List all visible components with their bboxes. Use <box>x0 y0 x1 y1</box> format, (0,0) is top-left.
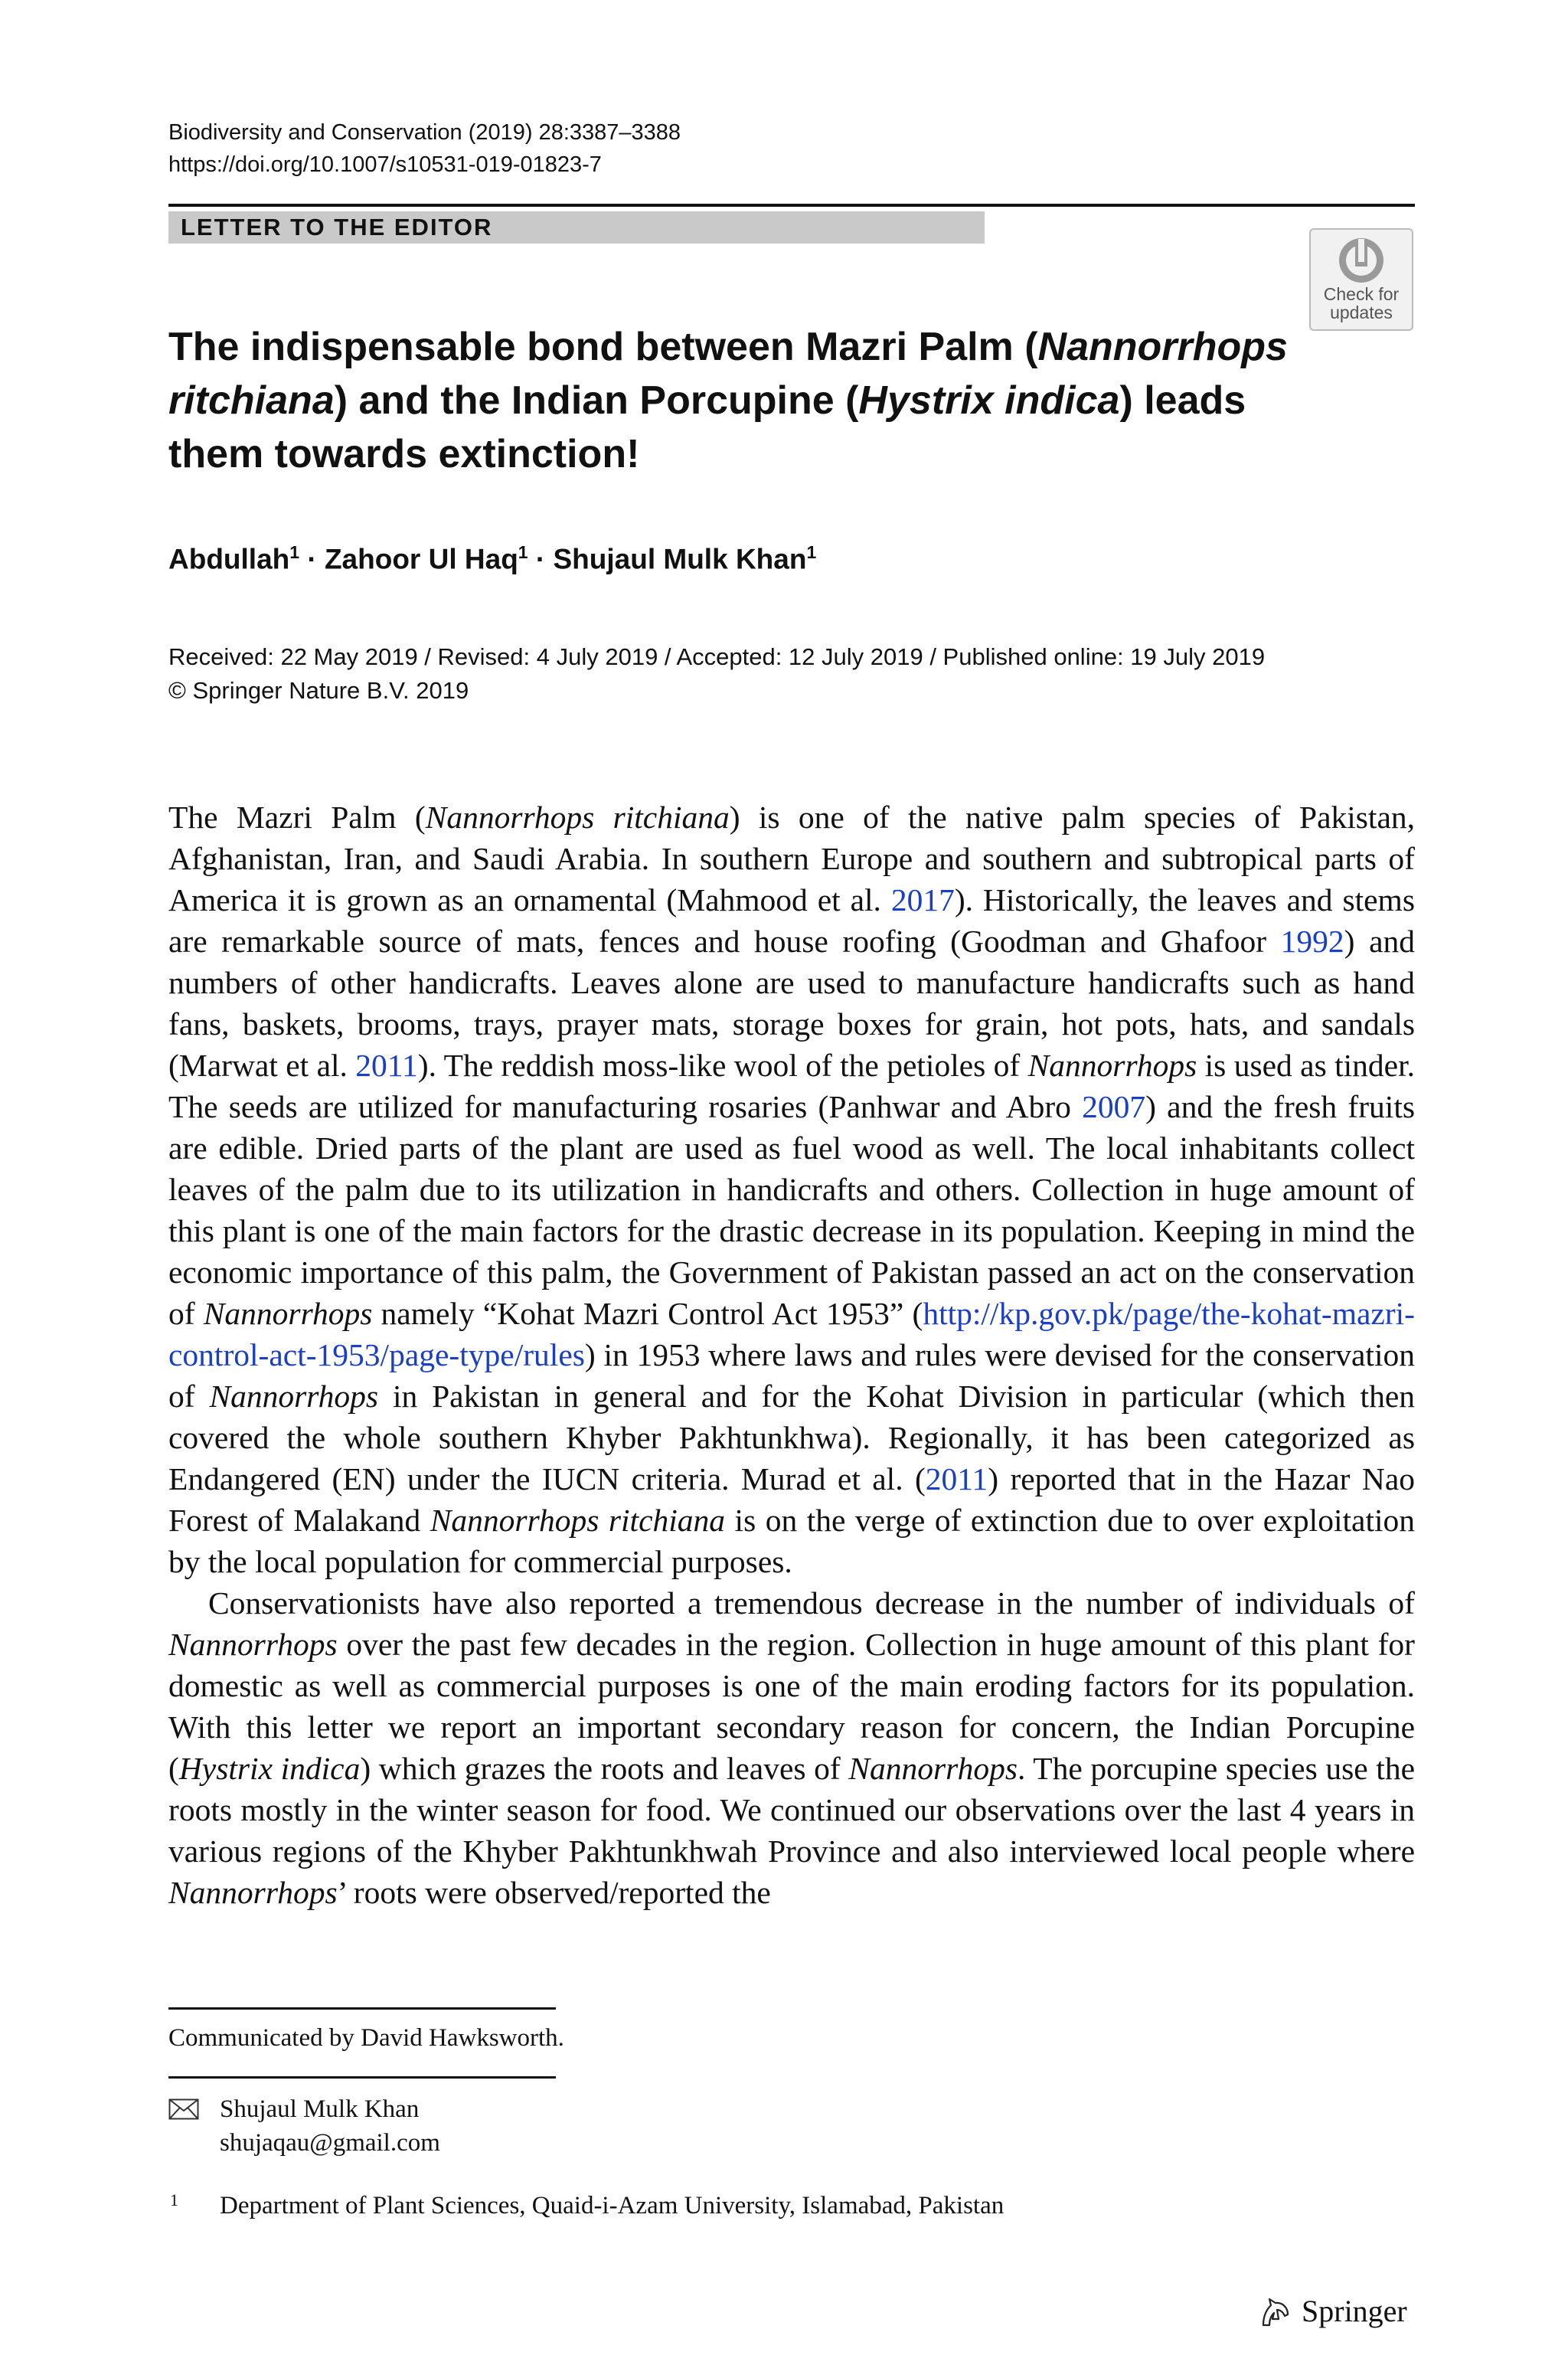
citation-link[interactable]: 2011 <box>355 1048 418 1083</box>
title-part: ) and the Indian Porcupine ( <box>334 378 859 423</box>
author-name[interactable]: Abdullah <box>168 543 290 575</box>
footnote-rule <box>168 2007 556 2010</box>
text-run: in Pakistan in general and for the Kohat Division in particular (which then covered the whole southern Khyber Pakhtunkhwa). Regionally, it has been categorized as Endangered (EN) under the IUCN criteria. Murad et al. ( <box>168 1379 1415 1496</box>
corresponding-email[interactable]: shujaqau@gmail.com <box>220 2129 440 2157</box>
species-name: Hystrix indica <box>178 1751 361 1786</box>
text-run: ). The reddish moss-like wool of the petioles of <box>417 1048 1028 1083</box>
species-name: Nannorrhops <box>168 1875 338 1910</box>
text-run: ’ roots were observed/reported the <box>337 1875 771 1910</box>
text-run: . The porcupine species use the roots mostly in the winter season for food. We continued our observations over the last 4 years in various regions of the Khyber Pakhtunkhwah Province and also interviewed local people where <box>168 1751 1415 1869</box>
title-species-palm: Nannorrhops ritchiana <box>168 325 1288 423</box>
check-for-line2: updates <box>1330 303 1393 322</box>
author-name[interactable]: Zahoor Ul Haq <box>324 543 518 575</box>
species-name: Nannorrhops ritchiana <box>430 1503 726 1538</box>
citation-link[interactable]: 1992 <box>1280 924 1344 959</box>
section-label: LETTER TO THE EDITOR <box>181 214 493 240</box>
species-name: Nannorrhops <box>203 1296 373 1331</box>
check-for-updates-badge[interactable] <box>1309 228 1413 331</box>
journal-citation <box>168 116 681 181</box>
body-paragraph <box>168 1582 1415 1913</box>
species-name: Nannorrhops <box>848 1751 1018 1786</box>
text-run: ) is one of the native palm species of Pakistan, Afghanistan, Iran, and Saudi Arabia. In southern Europe and southern and subtropical parts of America it is grown as an ornamental (Mahmood et al. <box>168 800 1415 918</box>
citation-link[interactable]: 2011 <box>925 1461 988 1496</box>
citation-link[interactable]: 2017 <box>890 882 955 918</box>
corresponding-name: Shujaul Mulk Khan <box>220 2095 420 2123</box>
citation-link[interactable]: 2007 <box>1082 1089 1146 1124</box>
author-affiliation: 1 <box>289 542 300 562</box>
article-title <box>168 320 1302 481</box>
species-name: Nannorrhops <box>209 1379 379 1414</box>
communicated-by: Communicated by David Hawksworth. <box>168 2024 564 2052</box>
author-separator: · <box>299 543 325 575</box>
text-run: is on the verge of extinction due to over exploitation by the local population for commercial purposes. <box>168 1503 1415 1579</box>
title-species-porcupine: Hystrix indica <box>858 378 1120 423</box>
publisher-name: Springer <box>1302 2294 1407 2328</box>
species-name: Nannorrhops <box>1027 1048 1197 1083</box>
corresponding-author <box>220 2092 440 2160</box>
text-run: ) and numbers of other handicrafts. Leaves alone are used to manufacture handicrafts such as hand fans, baskets, brooms, trays, prayer mats, storage boxes for grain, hot pots, hats, and sandals (Marwat et al. <box>168 924 1415 1083</box>
text-run: ). Historically, the leaves and stems are remarkable source of mats, fences and house roofing (Goodman and Ghafoor <box>168 882 1415 959</box>
body-paragraph <box>168 796 1415 1582</box>
text-run: is used as tinder. The seeds are utilized for manufacturing rosaries (Panhwar and Abro <box>168 1048 1415 1124</box>
footnote-rule <box>168 2076 556 2079</box>
publication-dates <box>168 640 1265 708</box>
text-run: Conservationists have also reported a tremendous decrease in the number of individuals of <box>208 1585 1415 1621</box>
title-part: The indispensable bond between Mazri Palm ( <box>168 325 1038 369</box>
check-for-updates-icon <box>1337 236 1386 285</box>
check-for-line1: Check for <box>1323 284 1400 304</box>
species-name: Nannorrhops ritchiana <box>425 800 730 835</box>
species-name: Nannorrhops <box>168 1627 338 1662</box>
text-run: The Mazri Palm ( <box>168 800 426 835</box>
author-affiliation: 1 <box>806 542 817 562</box>
copyright: © Springer Nature B.V. 2019 <box>168 677 469 704</box>
text-run: ) reported that in the Hazar Nao Forest of Malakand <box>168 1461 1415 1538</box>
journal-line: Biodiversity and Conservation (2019) 28:3387–3388 <box>168 120 681 145</box>
article-body <box>168 796 1415 1913</box>
text-run: namely “Kohat Mazri Control Act 1953” ( <box>372 1296 923 1331</box>
history-dates: Received: 22 May 2019 / Revised: 4 July 2019 / Accepted: 12 July 2019 / Published online: 19 July 2019 <box>168 643 1266 670</box>
author-list <box>168 542 816 575</box>
header-rule <box>168 204 1415 207</box>
act-url-link[interactable]: http://kp.gov.pk/page/the-kohat-mazri-control-act-1953/page-type/rules <box>168 1296 1415 1372</box>
title-part: ) leads them towards extinction! <box>168 378 1246 476</box>
text-run: ) and the fresh fruits are edible. Dried parts of the plant are used as fuel wood as well. The local inhabitants collect leaves of the palm due to its utilization in handicrafts and others. Collection in huge amount of this plant is one of the main factors for the drastic decrease in its population. Keeping in mind the economic importance of this palm, the Government of Pakistan passed an act on the conservation of <box>168 1089 1416 1331</box>
author-separator: · <box>528 543 554 575</box>
springer-horse-icon <box>1259 2296 1292 2328</box>
section-band <box>168 211 985 244</box>
affiliation-text: Department of Plant Sciences, Quaid-i-Azam University, Islamabad, Pakistan <box>220 2192 1004 2219</box>
text-run: over the past few decades in the region. Collection in huge amount of this plant for domestic as well as commercial purposes is one of the main eroding factors for its population. With this letter we report an important secondary reason for concern, the Indian Porcupine ( <box>168 1627 1415 1786</box>
envelope-icon <box>168 2098 199 2120</box>
text-run: ) which grazes the roots and leaves of <box>360 1751 849 1786</box>
affiliation-number: 1 <box>170 2190 178 2210</box>
text-run: ) in 1953 where laws and rules were devised for the conservation of <box>168 1337 1415 1414</box>
author-name[interactable]: Shujaul Mulk Khan <box>553 543 807 575</box>
doi-line[interactable]: https://doi.org/10.1007/s10531-019-01823-7 <box>168 152 602 177</box>
author-affiliation: 1 <box>518 542 528 562</box>
